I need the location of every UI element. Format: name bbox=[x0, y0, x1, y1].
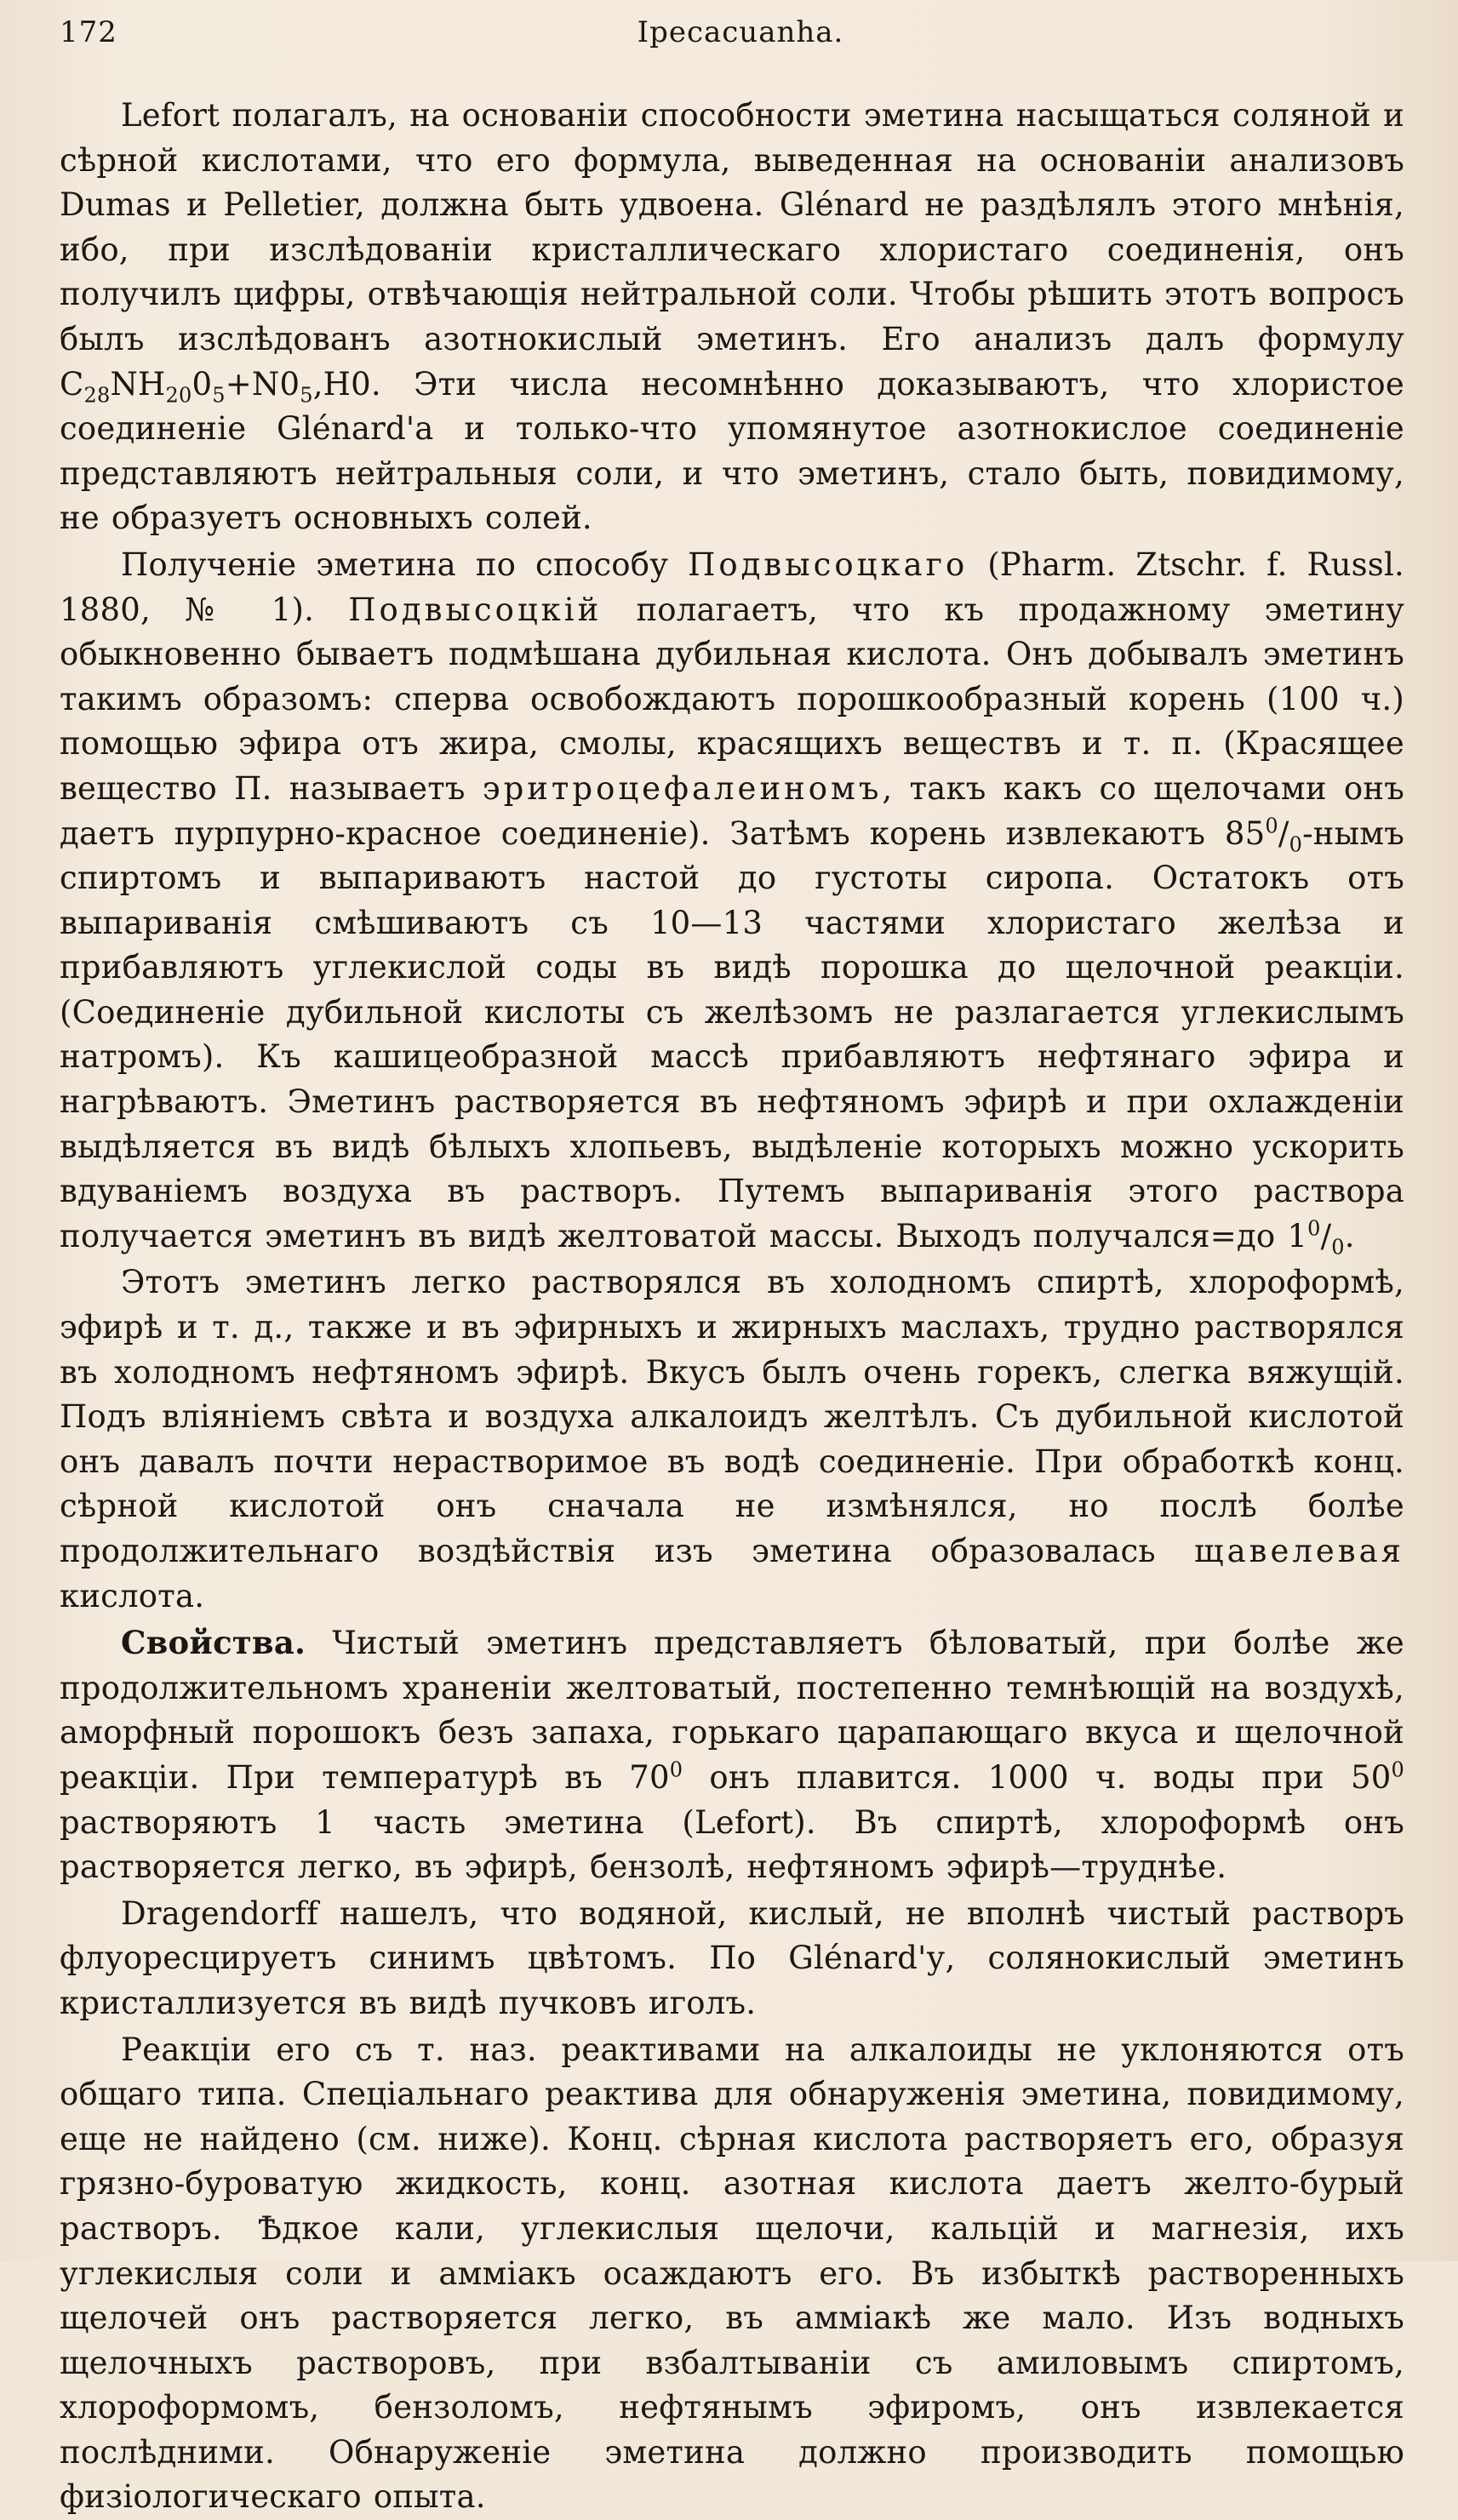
text-run: Чистый эметинъ представляетъ бѣловатый, при болѣе же продолжительномъ храненiи желтоватый, постепенно темнѣющiй на воздухѣ, аморфный порошокъ безъ запаха, горькаго царапающаго вкуса и щелочной реакцiи. При температурѣ въ 70 bbox=[60, 1625, 1404, 1796]
formula-index: 5 bbox=[300, 382, 313, 407]
formula-index: 0 bbox=[1289, 831, 1303, 856]
formula-index: 0 bbox=[1331, 1235, 1345, 1260]
text-run: эритроцефалеиномъ bbox=[482, 769, 883, 807]
formula-index: 5 bbox=[212, 382, 226, 407]
paragraph bbox=[60, 2028, 1404, 2520]
page-header bbox=[60, 15, 1421, 66]
text-run: Этотъ эметинъ легко растворялся въ холодномъ спиртѣ, хлороформѣ, эфирѣ и т. д., также и въ эфирныхъ и жирныхъ маслахъ, трудно растворялся въ холодномъ нефтяномъ эфирѣ. Вкусъ былъ очень горекъ, слегка вяжущiй. Подъ влiянiемъ свѣта и воздуха алкалоидъ желтѣлъ. Съ дубильной кислотой онъ давалъ почти нерастворимое въ водѣ соединенiе. При обработкѣ конц. сѣрной кислотой онъ сначала не измѣнялся, но послѣ болѣе продолжительнаго воздѣйствiя изъ эметина образовалась bbox=[60, 1264, 1404, 1569]
paragraph bbox=[60, 94, 1404, 541]
text-run: , такъ какъ со щелочами онъ даетъ пурпурно-красное соединенiе). Затѣмъ корень извлекаютъ 85 bbox=[60, 769, 1404, 852]
text-run: NH bbox=[110, 365, 166, 403]
formula-index: 0 bbox=[1265, 814, 1278, 838]
text-run: +N0 bbox=[225, 365, 300, 403]
text-run: ,H0. Эти числа несомнѣнно доказываютъ, что хлористое соединенiе Glénard'а и только-что упомянутое азотнокислое соединенiе представляютъ нейтральныя соли, и что эметинъ, стало быть, повидимому, не образуетъ основныхъ солей. bbox=[60, 365, 1404, 537]
formula-index: 0 bbox=[1391, 1757, 1404, 1782]
text-run: Реакцiи его съ т. наз. реактивами на алкалоиды не уклоняются отъ общаго типа. Спецiальнаго реактива для обнаруженiя эметина, повидимому, еще не найдено (см. ниже). Конц. сѣрная кислота растворяетъ его, образуя грязно-буроватую жидкость, конц. азотная кислота даетъ желто-бурый растворъ. Ѣдкое кали, углекислыя щелочи, кальцiй и магнезiя, ихъ углекислыя соли и амміакъ осаждаютъ его. Въ избыткѣ растворенныхъ щелочей онъ растворяется легко, въ амміакѣ же мало. Изъ водныхъ щелочныхъ растворовъ, при взбалтыванiи съ амиловымъ спиртомъ, хлороформомъ, бензоломъ, нефтянымъ эфиромъ, онъ извлекается послѣдними. Обнаруженiе эметина должно производить помощью физiологическаго опыта. bbox=[60, 2031, 1404, 2516]
formula-index: 28 bbox=[83, 382, 111, 407]
text-run: (Pharm. Ztschr. f. Russl. 1880, № 1). bbox=[60, 546, 1404, 628]
section-heading: Свойства. bbox=[121, 1624, 306, 1662]
text-run: / bbox=[1320, 1217, 1332, 1254]
text-run: растворяютъ 1 часть эметина (Lefort). Въ спиртѣ, хлороформѣ онъ растворяется легко, въ эфирѣ, бензолѣ, нефтяномъ эфирѣ—труднѣе. bbox=[60, 1803, 1404, 1886]
paragraph bbox=[60, 1892, 1404, 2026]
running-title: Ipecacuanha. bbox=[637, 15, 844, 49]
text-run: Полученiе эметина по способу bbox=[121, 546, 689, 583]
text-run: кислота. bbox=[60, 1577, 205, 1614]
text-run: Подвысоцкаго bbox=[688, 546, 969, 583]
text-run: . bbox=[1344, 1217, 1355, 1254]
text-run: -нымъ спиртомъ и выпариваютъ настой до густоты сиропа. Остатокъ отъ выпариванiя смѣшиваютъ съ 10—13 частями хлористаго желѣза и прибавляютъ углекислой соды въ видѣ порошка до щелочной реакцiи. (Соединенiе дубильной кислоты съ желѣзомъ не разлагается углекислымъ натромъ). Къ кашицеобразной массѣ прибавляютъ нефтянаго эфира и нагрѣваютъ. Эметинъ растворяется въ нефтяномъ эфирѣ и при охлажденiи выдѣляется въ видѣ бѣлыхъ хлопьевъ, выдѣленiе которыхъ можно ускорить вдуванiемъ воздуха въ растворъ. Путемъ выпариванiя этого раствора получается эметинъ въ видѣ желтоватой массы. Выходъ получался=до 1 bbox=[60, 814, 1404, 1254]
text-run: Подвысоцкiй bbox=[348, 591, 603, 628]
formula-index: 0 bbox=[669, 1757, 683, 1782]
page-body bbox=[60, 94, 1404, 2520]
text-run: онъ плавится. 1000 ч. воды при 50 bbox=[683, 1758, 1392, 1796]
paragraph bbox=[60, 1620, 1404, 1890]
paragraph bbox=[60, 1260, 1404, 1619]
text-run: Lefort полагалъ, на основанiи способности эметина насыщаться соляной и сѣрной кислотами, что его формула, выведенная на основанiи анализовъ Dumas и Pelletier, должна быть удвоена. Glénard не раздѣлялъ этого мнѣнiя, ибо, при изслѣдованiи кристаллическаго хлористаго соединенiя, онъ получилъ цифры, отвѣчающiя нейтральной соли. Чтобы рѣшить этотъ вопросъ былъ изслѣдованъ азотнокислый эметинъ. Его анализъ далъ формулу C bbox=[60, 97, 1404, 403]
formula-index: 20 bbox=[165, 382, 192, 407]
page-number: 172 bbox=[60, 15, 117, 49]
formula-index: 0 bbox=[1307, 1216, 1321, 1241]
text-run: полагаетъ, что къ продажному эметину обыкновенно бываетъ подмѣшана дубильная кислота. Онъ добывалъ эметинъ такимъ образомъ: сперва освобождаютъ порошкообразный корень (100 ч.) помощью эфира отъ жира, смолы, красящихъ веществъ и т. п. (Красящее вещество П. называетъ bbox=[60, 591, 1405, 807]
paragraph bbox=[60, 543, 1404, 1260]
text-run: Dragendorff нашелъ, что водяной, кислый, не вполнѣ чистый растворъ флуоресцируетъ синимъ цвѣтомъ. По Glénard'у, солянокислый эметинъ кристаллизуется въ видѣ пучковъ иголъ. bbox=[60, 1894, 1404, 2021]
text-run: щавелевая bbox=[1194, 1533, 1404, 1569]
text-run: 0 bbox=[192, 365, 213, 403]
text-run: / bbox=[1278, 814, 1289, 852]
